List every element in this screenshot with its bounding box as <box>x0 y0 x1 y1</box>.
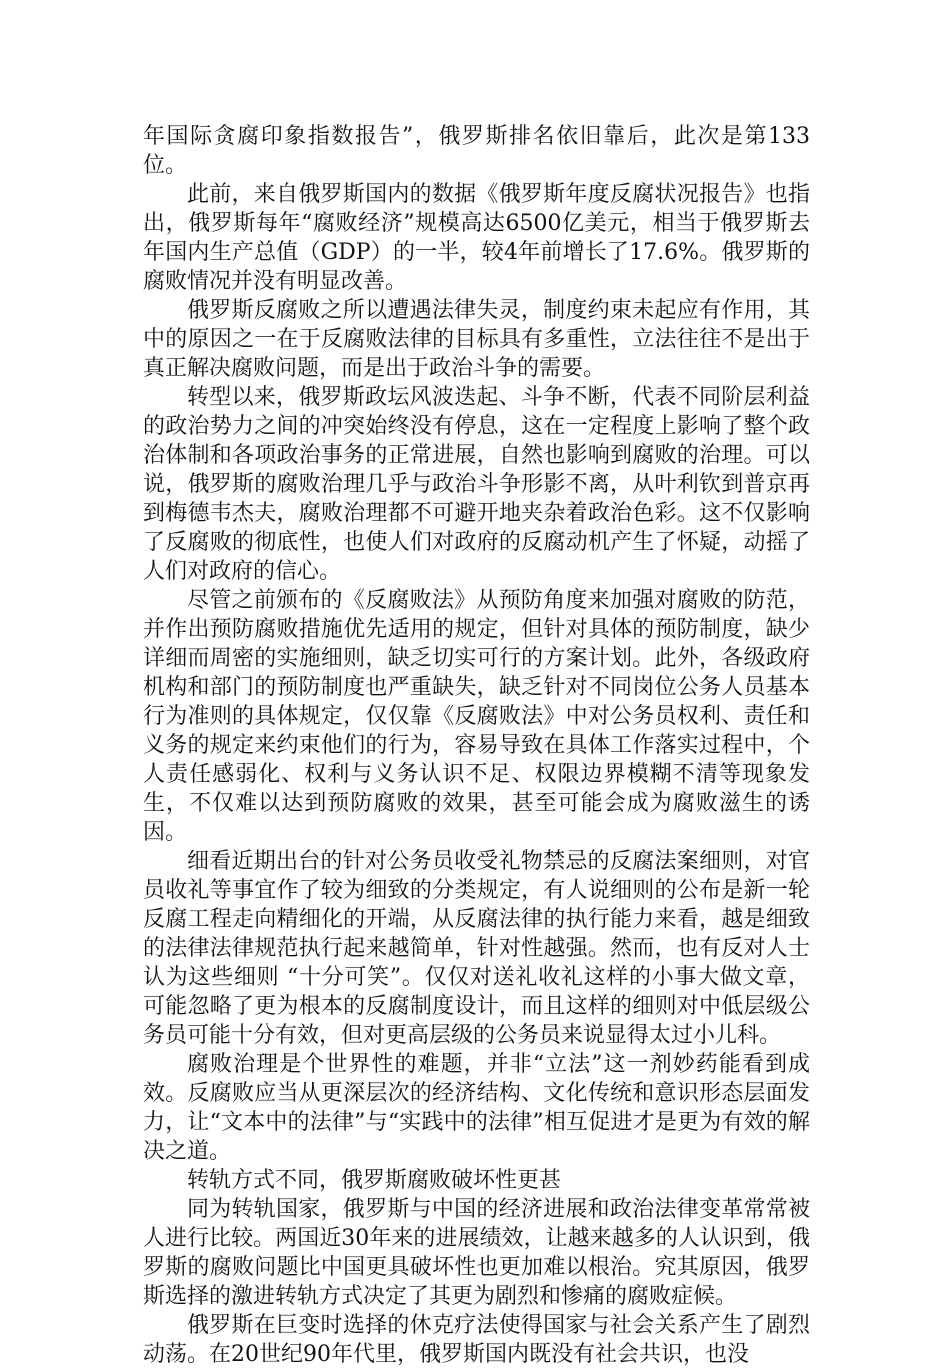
paragraph-3: 俄罗斯反腐败之所以遭遇法律失灵，制度约束未起应有作用，其中的原因之一在于反腐败法律的目标具有多重性，立法往往不是出于真正解决腐败问题，而是出于政治斗争的需要。 <box>143 298 810 381</box>
section-heading: 转轨方式不同，俄罗斯腐败破坏性更甚 <box>187 1168 562 1193</box>
paragraph-4: 转型以来，俄罗斯政坛风波迭起、斗争不断，代表不同阶层利益的政治势力之间的冲突始终没有停息，这在一定程度上影响了整个政治体制和各项政治事务的正常进展，自然也影响到腐败的治理。可以说，俄罗斯的腐败治理几乎与政治斗争形影不离，从叶利钦到普京再到梅德韦杰夫，腐败治理都不可避开地夹杂着政治色彩。这不仅影响了反腐败的彻底性，也使人们对政府的反腐动机产生了怀疑，动摇了人们对政府的信心。 <box>143 385 810 584</box>
paragraph-9: 俄罗斯在巨变时选择的休克疗法使得国家与社会关系产生了剧烈动荡。在20世纪90年代里，俄罗斯国内既没有社会共识，也没 <box>143 1313 810 1367</box>
paragraph-1: 年国际贪腐印象指数报告”，俄罗斯排名依旧靠后，此次是第133位。 <box>143 124 810 178</box>
document-body <box>143 122 810 1369</box>
paragraph-2: 此前，来自俄罗斯国内的数据《俄罗斯年度反腐状况报告》也指出，俄罗斯每年“腐败经济”规模高达6500亿美元，相当于俄罗斯去年国内生产总值（GDP）的一半，较4年前增长了17.6%。俄罗斯的腐败情况并没有明显改善。 <box>143 182 810 294</box>
paragraph-5: 尽管之前颁布的《反腐败法》从预防角度来加强对腐败的防范，并作出预防腐败措施优先适用的规定，但针对具体的预防制度，缺少详细而周密的实施细则，缺乏切实可行的方案计划。此外，各级政府机构和部门的预防制度也严重缺失，缺乏针对不同岗位公务人员基本行为准则的具体规定，仅仅靠《反腐败法》中对公务员权利、责任和义务的规定来约束他们的行为，容易导致在具体工作落实过程中，个人责任感弱化、权利与义务认识不足、权限边界模糊不清等现象发生，不仅难以达到预防腐败的效果，甚至可能会成为腐败滋生的诱因。 <box>143 588 810 845</box>
paragraph-7: 腐败治理是个世界性的难题，并非“立法”这一剂妙药能看到成效。反腐败应当从更深层次的经济结构、文化传统和意识形态层面发力，让“文本中的法律”与“实践中的法律”相互促进才是更为有效的解决之道。 <box>143 1052 810 1164</box>
paragraph-8: 同为转轨国家，俄罗斯与中国的经济进展和政治法律变革常常被人进行比较。两国近30年来的进展绩效，让越来越多的人认识到，俄罗斯的腐败问题比中国更具破坏性也更加难以根治。究其原因，俄罗斯选择的激进转轨方式决定了其更为剧烈和惨痛的腐败症候。 <box>143 1197 810 1309</box>
paragraph-6: 细看近期出台的针对公务员收受礼物禁忌的反腐法案细则，对官员收礼等事宜作了较为细致的分类规定，有人说细则的公布是新一轮反腐工程走向精细化的开端，从反腐法律的执行能力来看，越是细致的法律法律规范执行起来越简单，针对性越强。然而，也有反对人士认为这些细则 “十分可笑”。仅仅对送礼收礼这样的小事大做文章，可能忽略了更为根本的反腐制度设计，而且这样的细则对中低层级公务员可能十分有效，但对更高层级的公务员来说显得太过小儿科。 <box>143 849 810 1048</box>
